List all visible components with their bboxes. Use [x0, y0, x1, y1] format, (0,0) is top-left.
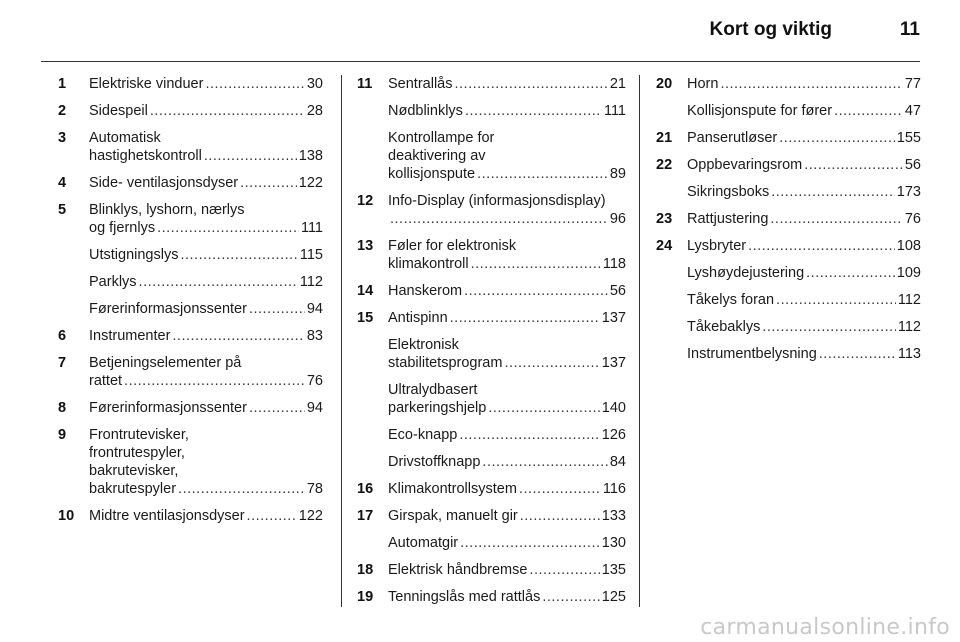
entry-number: 1	[58, 76, 67, 92]
entry-text-line: Frontrutevisker,	[89, 427, 189, 443]
entry-item[interactable]	[687, 75, 921, 93]
entry-label: rattet	[89, 373, 123, 389]
entry-number: 9	[58, 427, 67, 443]
page-reference: 47	[904, 103, 921, 119]
column-divider	[639, 75, 640, 607]
entry-item[interactable]	[89, 399, 323, 417]
index-entry	[58, 102, 323, 120]
entry-leader-line	[388, 165, 626, 183]
entry-number: 20	[656, 76, 673, 92]
entry-label: Sikringsboks	[687, 184, 770, 200]
page-reference: 96	[609, 211, 626, 227]
page-reference: 135	[601, 562, 626, 578]
dot-leader	[180, 246, 297, 264]
entry-number: 11	[357, 76, 373, 92]
entry-number: 2	[58, 103, 67, 119]
dot-leader	[464, 282, 608, 300]
page-reference: 76	[904, 211, 921, 227]
page-reference: 30	[306, 76, 323, 92]
dot-leader	[488, 399, 599, 417]
page-reference: 77	[904, 76, 921, 92]
entry-leader-line	[89, 480, 323, 498]
index-entry	[58, 75, 323, 93]
entry-item[interactable]	[687, 210, 921, 228]
page-reference: 28	[306, 103, 323, 119]
entry-subitem[interactable]	[388, 129, 626, 183]
entry-leader-line	[89, 300, 323, 318]
header-title: Kort og viktig	[709, 19, 832, 40]
entry-subitem[interactable]	[687, 318, 921, 336]
index-entry	[58, 174, 323, 192]
dot-leader	[519, 480, 601, 498]
entry-label: stabilitetsprogram	[388, 355, 503, 371]
entry-subitem[interactable]	[687, 264, 921, 282]
entry-text-line: Info-Display (informasjonsdisplay)	[388, 193, 606, 209]
page-reference: 56	[609, 283, 626, 299]
entry-label: Drivstoffknapp	[388, 454, 481, 470]
entry-label: Panserutløser	[687, 130, 778, 146]
entry-leader-line	[687, 75, 921, 93]
entry-leader-line	[388, 282, 626, 300]
page-reference: 21	[609, 76, 626, 92]
entry-label: Klimakontrollsystem	[388, 481, 517, 497]
entry-subitem[interactable]	[687, 291, 921, 309]
entry-leader-line	[388, 507, 626, 525]
entry-label: Parklys	[89, 274, 137, 290]
dot-leader	[779, 129, 895, 147]
dot-leader	[720, 75, 902, 93]
entry-label: Girspak, manuelt gir	[388, 508, 518, 524]
entry-leader-line	[388, 255, 626, 273]
page-reference: 76	[306, 373, 323, 389]
index-entry	[357, 75, 626, 183]
entry-number: 24	[656, 238, 673, 254]
page-reference: 137	[601, 310, 626, 326]
entry-text-line: Føler for elektronisk	[388, 238, 517, 254]
entry-leader-line	[89, 147, 323, 165]
entry-subitem[interactable]	[388, 102, 626, 120]
entry-leader-line	[388, 102, 626, 120]
page-reference: 122	[298, 508, 323, 524]
column-divider	[341, 75, 342, 607]
page-reference: 115	[299, 247, 323, 263]
dot-leader	[762, 318, 896, 336]
entry-leader-line	[89, 219, 323, 237]
page-reference: 155	[896, 130, 921, 146]
dot-leader	[834, 102, 903, 120]
entry-label: Antispinn	[388, 310, 448, 326]
entry-number: 6	[58, 328, 67, 344]
dot-leader	[776, 291, 896, 309]
dot-leader	[454, 75, 607, 93]
entry-item[interactable]	[89, 327, 323, 345]
index-entry	[58, 201, 323, 318]
index-column-2	[357, 75, 626, 615]
page-reference: 111	[603, 103, 626, 119]
entry-item[interactable]	[388, 588, 626, 606]
page-reference: 94	[306, 400, 323, 416]
entry-leader-line	[388, 309, 626, 327]
entry-label: Rattjustering	[687, 211, 769, 227]
entry-leader-line	[388, 354, 626, 372]
dot-leader	[804, 156, 903, 174]
entry-label: Hanskerom	[388, 283, 463, 299]
entry-number: 21	[656, 130, 673, 146]
entry-label: Eco-knapp	[388, 427, 458, 443]
dot-leader	[542, 588, 599, 606]
entry-label: Nødblinklys	[388, 103, 463, 119]
page-reference: 78	[306, 481, 323, 497]
entry-leader-line	[687, 345, 921, 363]
index-entry	[656, 75, 921, 120]
entry-label: klimakontroll	[388, 256, 469, 272]
index-entry	[58, 129, 323, 165]
entry-text-line: Betjeningselementer på	[89, 355, 242, 371]
dot-leader	[247, 507, 297, 525]
entry-leader-line	[388, 588, 626, 606]
entry-subitem[interactable]	[388, 381, 626, 417]
page-reference: 83	[306, 328, 323, 344]
entry-subitem[interactable]	[687, 345, 921, 363]
dot-leader	[150, 102, 305, 120]
entry-item[interactable]	[388, 507, 626, 525]
index-entry	[656, 156, 921, 201]
entry-number: 15	[357, 310, 374, 326]
entry-number: 13	[357, 238, 374, 254]
entry-subitem[interactable]	[388, 453, 626, 471]
entry-leader-line	[687, 264, 921, 282]
entry-item[interactable]	[388, 75, 626, 93]
entry-item[interactable]	[388, 480, 626, 498]
entry-label: Oppbevaringsrom	[687, 157, 803, 173]
entry-leader-line	[89, 507, 323, 525]
index-entry	[58, 426, 323, 498]
entry-subitem[interactable]	[89, 246, 323, 264]
entry-leader-line	[89, 372, 323, 390]
index-entry	[357, 192, 626, 228]
entry-label: Midtre ventilasjonsdyser	[89, 508, 245, 524]
entry-leader-line	[687, 183, 921, 201]
page-reference: 113	[897, 346, 921, 362]
entry-text-line: Automatisk	[89, 130, 161, 146]
dot-leader	[459, 426, 599, 444]
entry-label: Instrumentbelysning	[687, 346, 817, 362]
page-reference: 112	[299, 274, 323, 290]
entry-item[interactable]	[89, 129, 323, 165]
entry-item[interactable]	[388, 282, 626, 300]
dot-leader	[482, 453, 607, 471]
dot-leader	[240, 174, 297, 192]
index-entry	[58, 507, 323, 525]
header-divider	[41, 61, 920, 62]
page-reference: 137	[601, 355, 626, 371]
entry-label: Førerinformasjonssenter	[89, 400, 247, 416]
entry-item[interactable]	[388, 237, 626, 273]
dot-leader	[450, 309, 600, 327]
entry-label: Førerinformasjonssenter	[89, 301, 247, 317]
entry-item[interactable]	[89, 102, 323, 120]
entry-leader-line	[687, 291, 921, 309]
page-number: 11	[899, 19, 920, 40]
entry-subitem[interactable]	[388, 534, 626, 552]
entry-number: 4	[58, 175, 67, 191]
entry-item[interactable]	[388, 309, 626, 327]
dot-leader	[205, 75, 304, 93]
entry-leader-line	[687, 156, 921, 174]
entry-label: Instrumenter	[89, 328, 171, 344]
index-entry	[357, 588, 626, 606]
entry-leader-line	[89, 246, 323, 264]
entry-subitem[interactable]	[687, 102, 921, 120]
index-entry	[357, 309, 626, 471]
entry-item[interactable]	[687, 237, 921, 255]
dot-leader	[770, 210, 902, 228]
entry-text-line: Elektronisk	[388, 337, 459, 353]
entry-number: 23	[656, 211, 673, 227]
entry-subitem[interactable]	[687, 183, 921, 201]
index-entry	[58, 399, 323, 417]
entry-leader-line	[687, 210, 921, 228]
entry-text-line: Kontrollampe for	[388, 130, 495, 146]
page-reference: 89	[609, 166, 626, 182]
entry-leader-line	[89, 327, 323, 345]
dot-leader	[172, 327, 304, 345]
page-reference: 125	[601, 589, 626, 605]
entry-number: 12	[357, 193, 374, 209]
dot-leader	[529, 561, 599, 579]
index-entry	[357, 237, 626, 273]
dot-leader	[204, 147, 297, 165]
entry-leader-line	[388, 453, 626, 471]
entry-leader-line	[687, 129, 921, 147]
entry-label: Elektrisk håndbremse	[388, 562, 528, 578]
page-reference: 84	[609, 454, 626, 470]
page-reference: 112	[897, 319, 921, 335]
page-reference: 111	[300, 220, 323, 236]
entry-label: Horn	[687, 76, 719, 92]
entry-item[interactable]	[388, 561, 626, 579]
entry-leader-line	[388, 480, 626, 498]
entry-text-line: Ultralydbasert	[388, 382, 478, 398]
entry-item[interactable]	[687, 129, 921, 147]
page-reference: 122	[298, 175, 323, 191]
entry-leader-line	[388, 534, 626, 552]
index-entry	[656, 237, 921, 363]
entry-item[interactable]	[89, 174, 323, 192]
entry-leader-line	[89, 75, 323, 93]
entry-number: 19	[357, 589, 374, 605]
page-reference: 56	[904, 157, 921, 173]
entry-leader-line	[89, 273, 323, 291]
entry-label: Tåkelys foran	[687, 292, 775, 308]
page-reference: 94	[306, 301, 323, 317]
index-entry	[357, 282, 626, 300]
entry-number: 14	[357, 283, 374, 299]
dot-leader	[819, 345, 896, 363]
entry-leader-line	[388, 561, 626, 579]
index-entry	[357, 561, 626, 579]
dot-leader	[748, 237, 895, 255]
entry-label: Utstigningslys	[89, 247, 179, 263]
entry-item[interactable]	[89, 354, 323, 390]
entry-leader-line	[687, 237, 921, 255]
entry-leader-line	[388, 399, 626, 417]
entry-label: kollisjonspute	[388, 166, 476, 182]
page-reference: 138	[298, 148, 323, 164]
entry-label: Kollisjonspute for fører	[687, 103, 833, 119]
entry-label: Lysbryter	[687, 238, 747, 254]
entry-label: parkeringshjelp	[388, 400, 487, 416]
entry-label: Lyshøydejustering	[687, 265, 805, 281]
entry-number: 8	[58, 400, 67, 416]
page-reference: 140	[601, 400, 626, 416]
entry-number: 7	[58, 355, 67, 371]
entry-label: Sentrallås	[388, 76, 453, 92]
entry-leader-line	[89, 174, 323, 192]
entry-number: 18	[357, 562, 374, 578]
page-reference: 108	[896, 238, 921, 254]
index-entry	[357, 507, 626, 552]
page-reference: 118	[602, 256, 626, 272]
index-entry	[656, 210, 921, 228]
index-entry	[656, 129, 921, 147]
dot-leader	[178, 480, 305, 498]
entry-item[interactable]	[388, 192, 626, 228]
entry-label: Sidespeil	[89, 103, 148, 119]
entry-label: Tåkebaklys	[687, 319, 761, 335]
index-column-3	[656, 75, 921, 372]
entry-item[interactable]	[89, 201, 323, 237]
entry-label: Automatgir	[388, 535, 459, 551]
dot-leader	[157, 219, 299, 237]
index-entry	[58, 354, 323, 390]
dot-leader	[504, 354, 599, 372]
dot-leader	[139, 273, 298, 291]
entry-leader-line	[687, 102, 921, 120]
dot-leader	[806, 264, 895, 282]
page-reference: 126	[601, 427, 626, 443]
dot-leader	[124, 372, 305, 390]
entry-label: Side- ventilasjonsdyser	[89, 175, 239, 191]
dot-leader	[249, 399, 305, 417]
dot-leader	[465, 102, 602, 120]
entry-item[interactable]	[89, 426, 323, 498]
entry-subitem[interactable]	[89, 300, 323, 318]
page-reference: 133	[601, 508, 626, 524]
entry-text-line: frontrutespyler,	[89, 445, 185, 461]
entry-leader-line	[388, 75, 626, 93]
index-entry	[357, 480, 626, 498]
entry-text-line: deaktivering av	[388, 148, 486, 164]
entry-number: 3	[58, 130, 67, 146]
entry-label: bakrutespyler	[89, 481, 177, 497]
entry-leader-line	[388, 210, 626, 228]
entry-leader-line	[89, 102, 323, 120]
entry-item[interactable]	[89, 507, 323, 525]
dot-leader	[390, 210, 608, 228]
entry-subitem[interactable]	[89, 273, 323, 291]
entry-subitem[interactable]	[388, 426, 626, 444]
entry-text-line: Blinklys, lyshorn, nærlys	[89, 202, 245, 218]
entry-number: 22	[656, 157, 673, 173]
entry-leader-line	[388, 426, 626, 444]
index-entry	[58, 327, 323, 345]
dot-leader	[460, 534, 600, 552]
entry-label: Elektriske vinduer	[89, 76, 204, 92]
dot-leader	[477, 165, 608, 183]
entry-number: 5	[58, 202, 67, 218]
entry-number: 17	[357, 508, 374, 524]
entry-label: hastighetskontroll	[89, 148, 202, 164]
dot-leader	[249, 300, 305, 318]
entry-item[interactable]	[687, 156, 921, 174]
page-reference: 116	[602, 481, 626, 497]
entry-item[interactable]	[89, 75, 323, 93]
entry-text-line: bakrutevisker,	[89, 463, 179, 479]
page-reference: 130	[601, 535, 626, 551]
entry-label: Tenningslås med rattlås	[388, 589, 541, 605]
entry-number: 16	[357, 481, 374, 497]
dot-leader	[520, 507, 600, 525]
watermark: carmanualsonline.info	[700, 615, 950, 640]
entry-label: og fjernlys	[89, 220, 156, 236]
page-reference: 173	[896, 184, 921, 200]
index-column-1	[58, 75, 323, 534]
page-reference: 109	[896, 265, 921, 281]
dot-leader	[471, 255, 601, 273]
entry-leader-line	[687, 318, 921, 336]
entry-leader-line	[89, 399, 323, 417]
entry-subitem[interactable]	[388, 336, 626, 372]
entry-number: 10	[58, 508, 75, 524]
dot-leader	[771, 183, 895, 201]
page-reference: 112	[897, 292, 921, 308]
